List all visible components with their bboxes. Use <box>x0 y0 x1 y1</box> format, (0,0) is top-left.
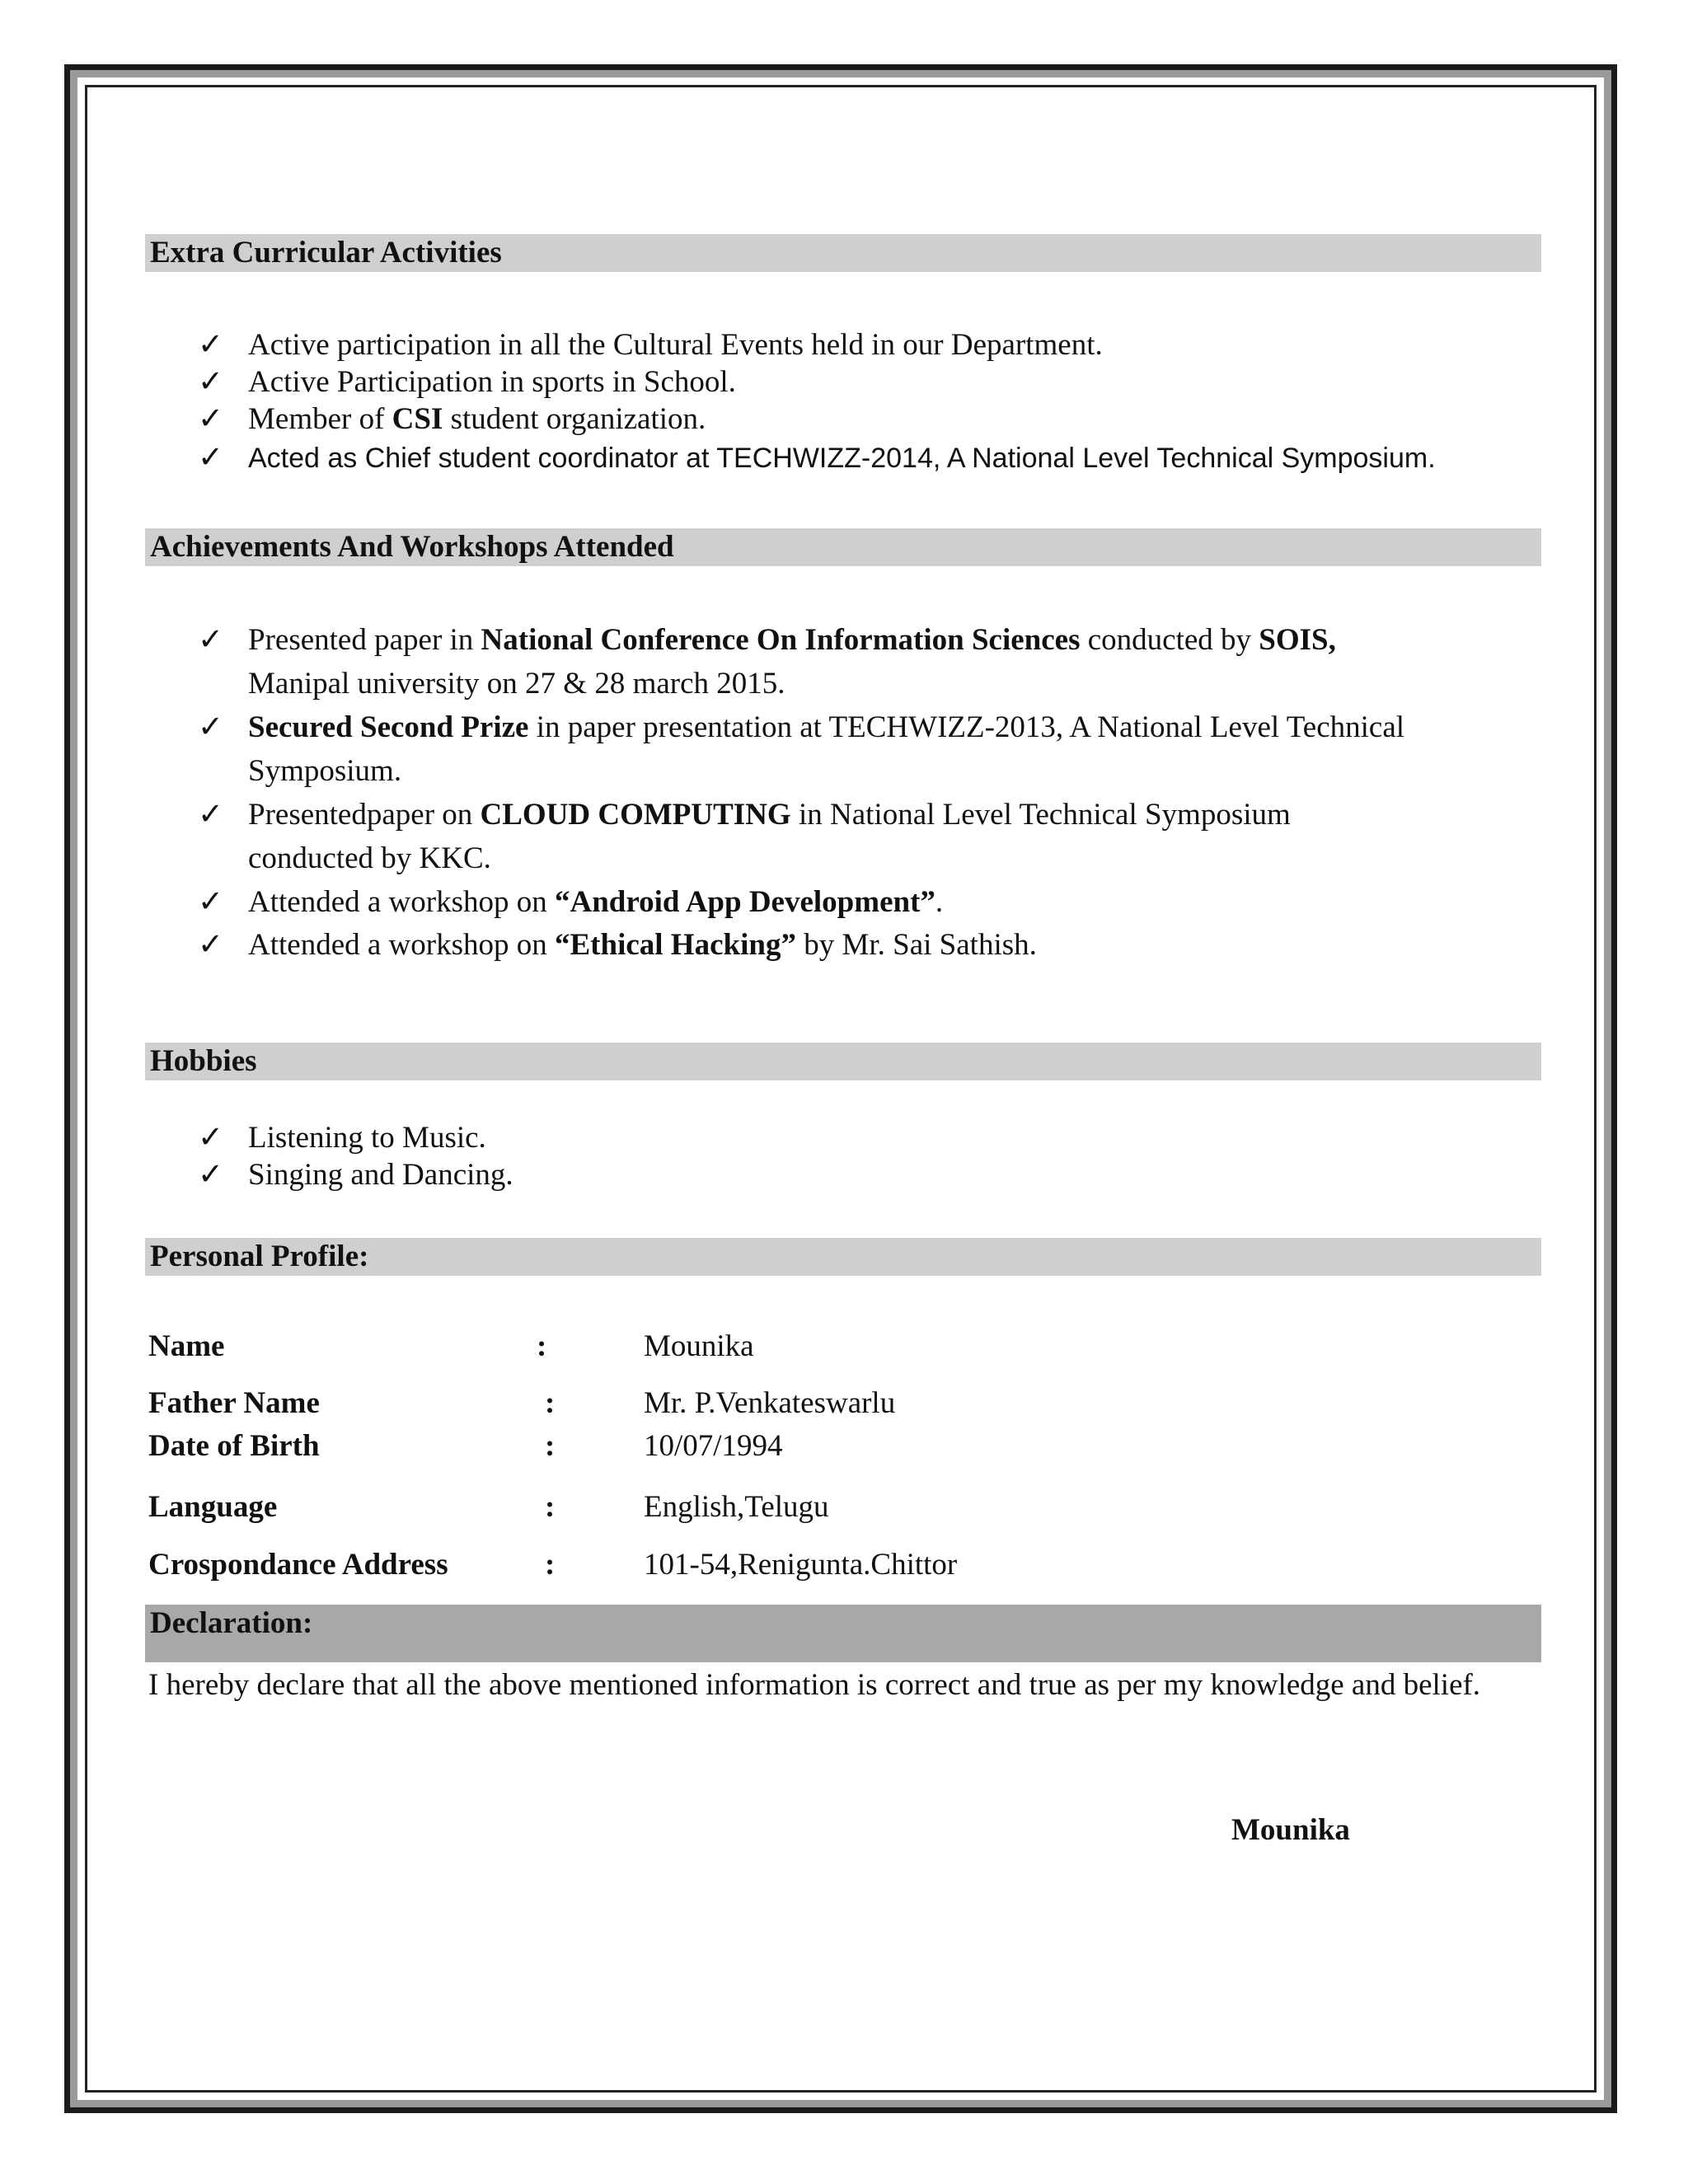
profile-label-address: Crospondance Address <box>148 1548 448 1582</box>
list-item: Acted as Chief student coordinator at TECHWIZZ-2014, A National Level Technical Symposium. <box>248 443 1436 474</box>
check-icon: ✓ <box>198 328 224 362</box>
check-icon: ✓ <box>198 441 224 475</box>
check-icon: ✓ <box>198 710 224 744</box>
profile-colon: : <box>545 1548 556 1582</box>
profile-value-date-of-birth: 10/07/1994 <box>644 1429 783 1463</box>
profile-value-father-name: Mr. P.Venkateswarlu <box>644 1386 896 1420</box>
list-item-continuation: conducted by KKC. <box>248 841 491 875</box>
profile-value-name: Mounika <box>644 1329 754 1363</box>
profile-label-date-of-birth: Date of Birth <box>148 1429 320 1463</box>
list-item: Singing and Dancing. <box>248 1158 513 1192</box>
list-item: Active Participation in sports in School. <box>248 365 736 399</box>
check-icon: ✓ <box>198 928 224 962</box>
section-heading-personal-profile: Personal Profile: <box>145 1238 1541 1276</box>
signature-name: Mounika <box>1231 1813 1350 1847</box>
profile-label-language: Language <box>148 1490 278 1524</box>
list-item: Presented paper in National Conference On Information Sciences conducted by SOIS, <box>248 623 1336 657</box>
profile-colon: : <box>537 1329 547 1363</box>
profile-value-language: English,Telugu <box>644 1490 829 1524</box>
check-icon: ✓ <box>198 798 224 832</box>
section-heading-hobbies: Hobbies <box>145 1043 1541 1080</box>
profile-colon: : <box>545 1386 556 1420</box>
profile-label-father-name: Father Name <box>148 1386 320 1420</box>
profile-value-address: 101-54,Renigunta.Chittor <box>644 1548 958 1582</box>
declaration-text: I hereby declare that all the above mentioned information is correct and true as per my knowledge and belief. <box>148 1668 1481 1702</box>
section-heading-declaration: Declaration: <box>145 1605 1541 1662</box>
check-icon: ✓ <box>198 623 224 657</box>
list-item: Active participation in all the Cultural Events held in our Department. <box>248 328 1103 362</box>
profile-label-name: Name <box>148 1329 225 1363</box>
profile-colon: : <box>545 1490 556 1524</box>
check-icon: ✓ <box>198 1158 224 1192</box>
list-item-continuation: Manipal university on 27 & 28 march 2015. <box>248 667 785 701</box>
list-item: Attended a workshop on “Android App Development”. <box>248 885 944 919</box>
profile-colon: : <box>545 1429 556 1463</box>
check-icon: ✓ <box>198 402 224 436</box>
list-item: Attended a workshop on “Ethical Hacking” by Mr. Sai Sathish. <box>248 928 1037 962</box>
list-item: Presentedpaper on CLOUD COMPUTING in National Level Technical Symposium <box>248 798 1291 832</box>
check-icon: ✓ <box>198 885 224 919</box>
list-item: Secured Second Prize in paper presentation at TECHWIZZ-2013, A National Level Technical <box>248 710 1405 744</box>
section-heading-extra-curricular: Extra Curricular Activities <box>145 234 1541 272</box>
check-icon: ✓ <box>198 1121 224 1155</box>
section-heading-achievements: Achievements And Workshops Attended <box>145 528 1541 566</box>
list-item: Member of CSI student organization. <box>248 402 706 436</box>
list-item: Listening to Music. <box>248 1121 486 1155</box>
list-item-continuation: Symposium. <box>248 754 402 788</box>
check-icon: ✓ <box>198 365 224 399</box>
